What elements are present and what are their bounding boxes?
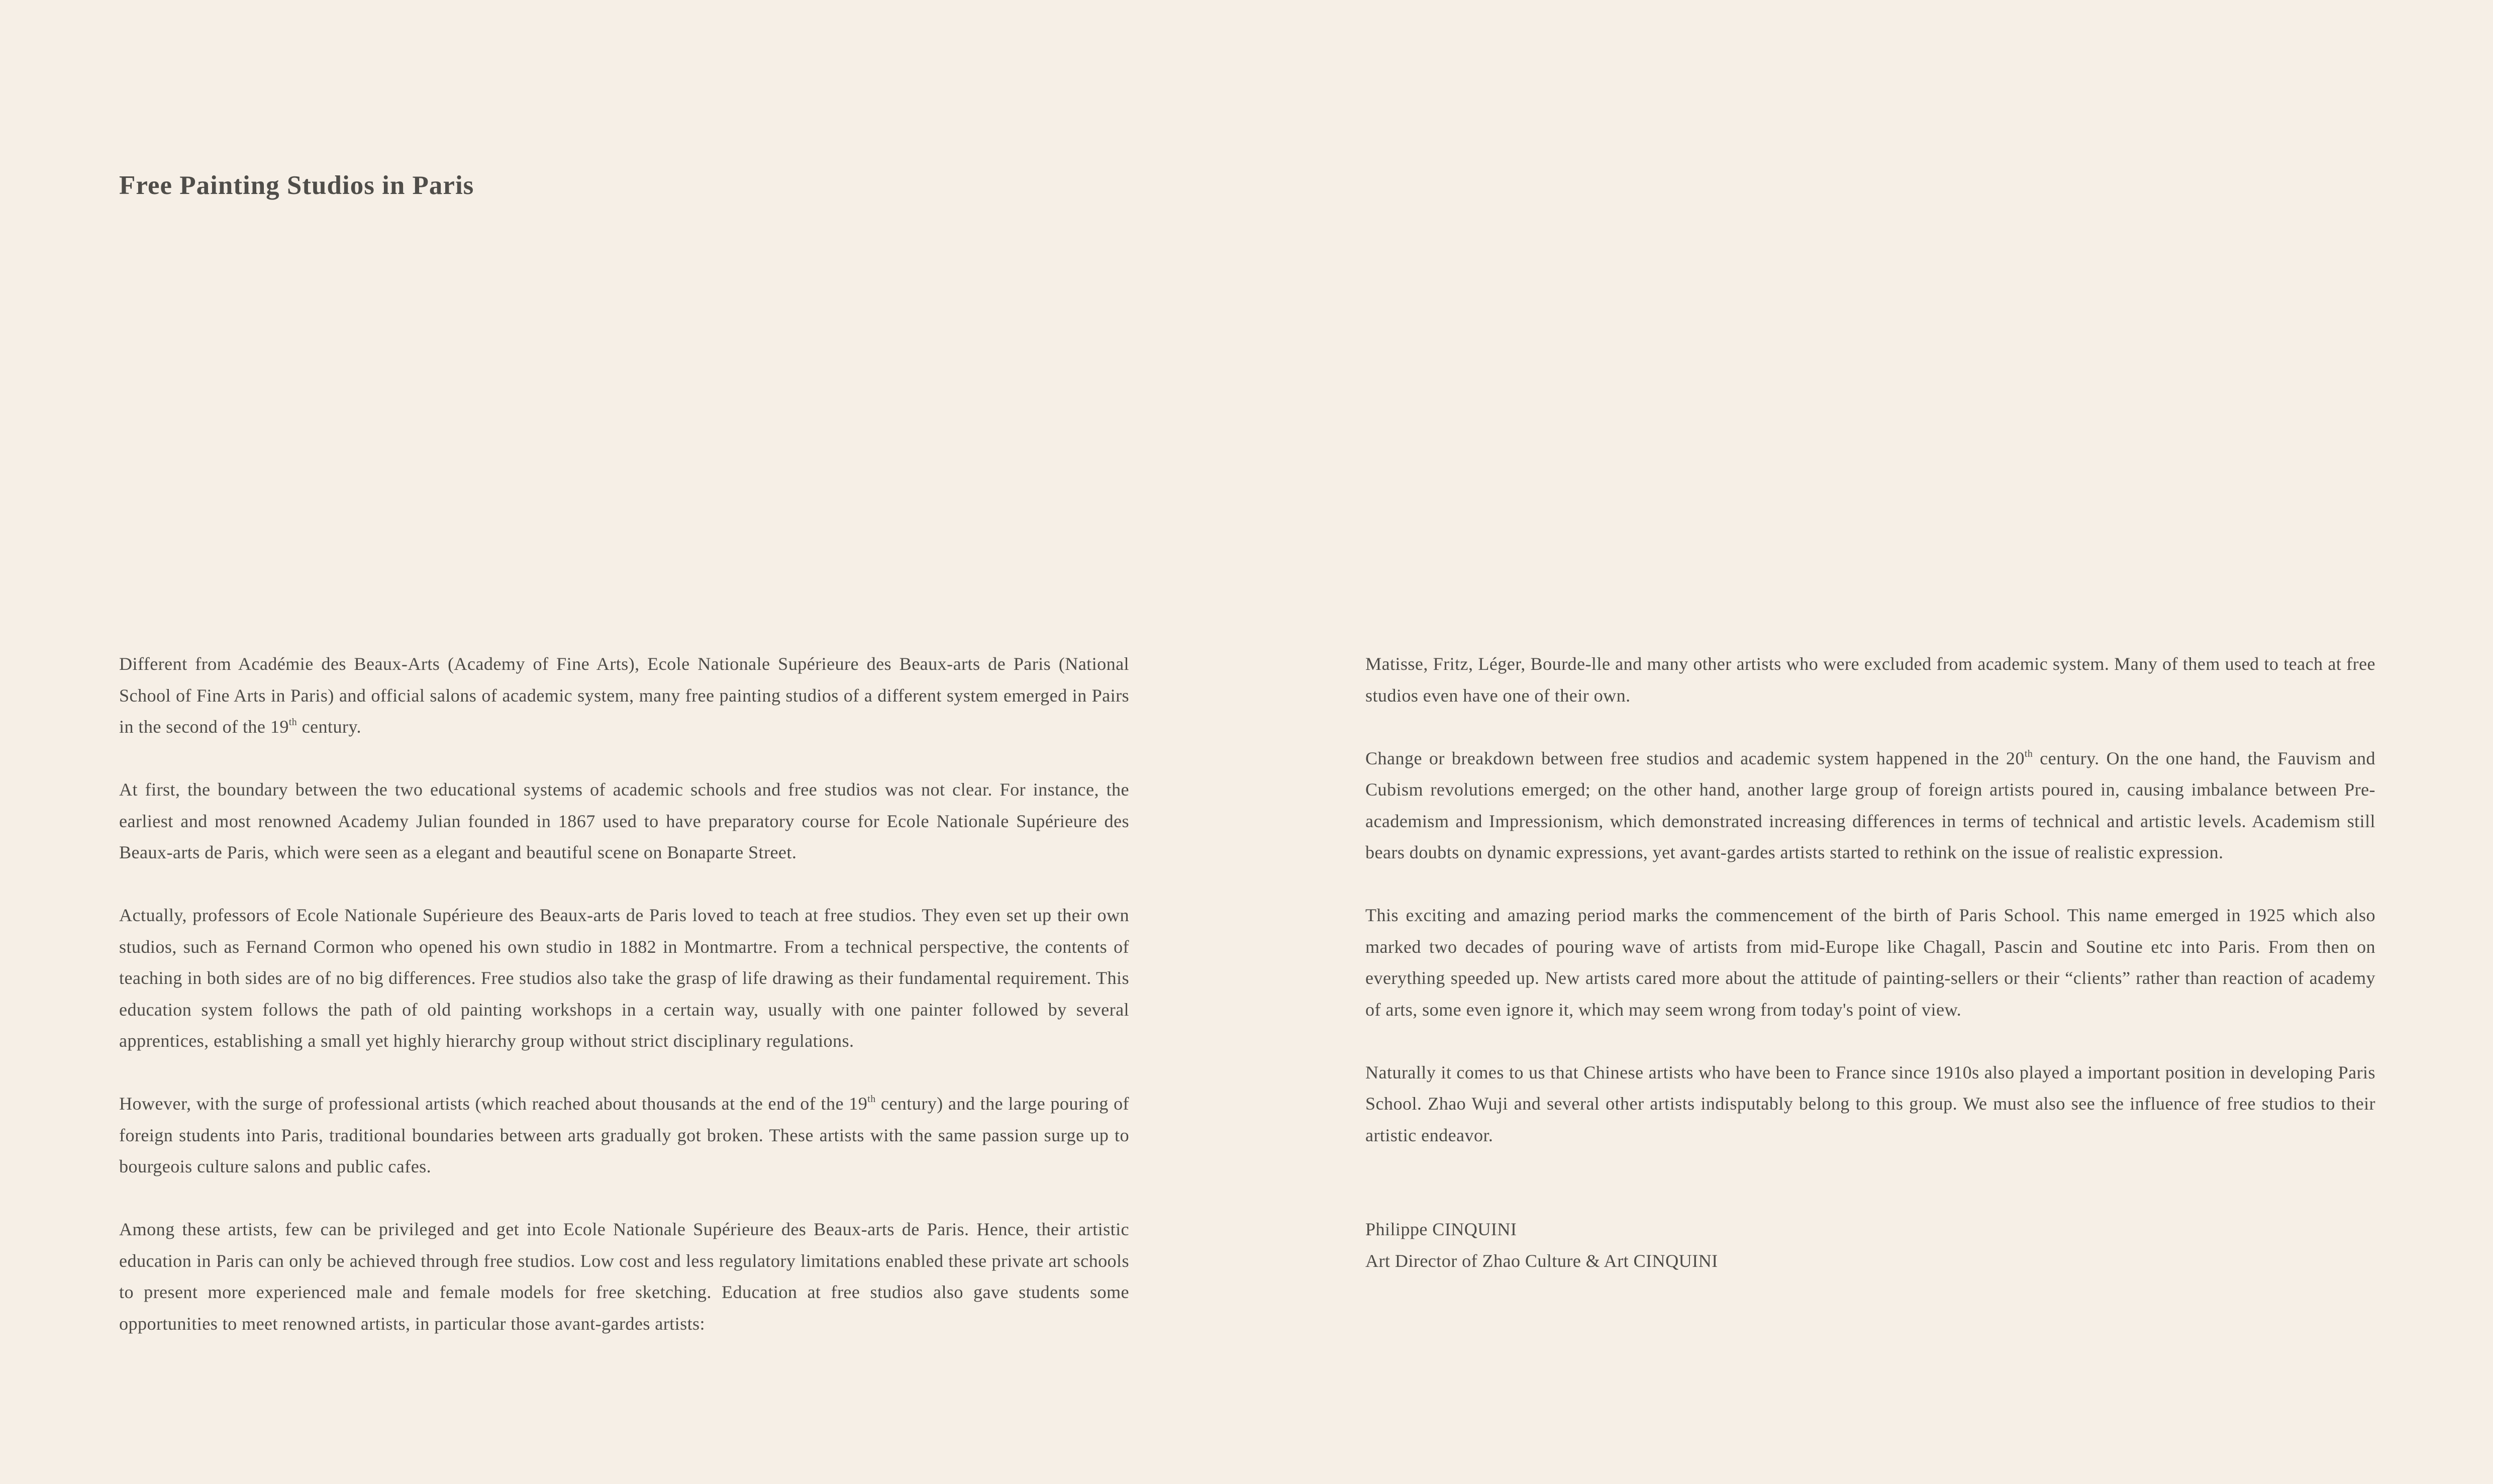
left-paragraph-3: Actually, professors of Ecole Nationale Supérieure des Beaux-arts de Paris loved to teach at free studios. They even set up their own studios, such as Fernand Cormon who opened his own studio in 1882 in Montmartre. From a technical perspective, the contents of teaching in both sides are of no big differences. Free studios also take the grasp of life drawing as their fundamental requirement. This education system follows the path of old painting workshops in a certain way, usually with one painter followed by several apprentices, establishing a small yet highly hierarchy group without strict disciplinary regulations. [119,905,1129,1051]
right-paragraph-1: Matisse, Fritz, Léger, Bourde-lle and many other artists who were excluded from academic system. Many of them used to teach at free studios even have one of their own. [1365,654,2375,706]
right-paragraph-4: Naturally it comes to us that Chinese artists who have been to France since 1910s also played a important position in developing Paris School. Zhao Wuji and several other artists indisputably belong to this group. We must also see the influence of free studios to their artistic endeavor. [1365,1062,2375,1145]
left-column [119,648,1129,1339]
author-name: Philippe CINQUINI [1365,1219,1517,1239]
paragraph-text: century. [297,717,361,737]
paragraph-text: Different from Académie des Beaux-Arts (Academy of Fine Arts), Ecole Nationale Supérieure des Beaux-arts de Paris (National School of Fine Arts in Paris) and official salons of academic system, many free painting studios of a different system emerged in Pairs in the second of the 19 [119,654,1129,737]
paragraph-text: century) and the large pouring of foreign students into Paris, traditional boundaries between arts gradually got broken. These artists with the same passion surge up to bourgeois culture salons and public cafes. [119,1094,1129,1176]
left-paragraph-4 [119,1088,1129,1182]
right-paragraph-3: This exciting and amazing period marks the commencement of the birth of Paris School. This name emerged in 1925 which also marked two decades of pouring wave of artists from mid-Europe like Chagall, Pascin and Soutine etc into Paris. From then on everything speeded up. New artists cared more about the attitude of painting-sellers or their “clients” rather than reaction of academy of arts, some even ignore it, which may seem wrong from today's point of view. [1365,905,2375,1020]
right-column [1365,648,2375,1276]
superscript: th [288,717,297,728]
superscript: th [2024,748,2033,759]
signature-block [1365,1214,2375,1276]
left-paragraph-2: At first, the boundary between the two educational systems of academic schools and free studios was not clear. For instance, the earliest and most renowned Academy Julian founded in 1867 used to have preparatory course for Ecole Nationale Supérieure des Beaux-arts de Paris, which were seen as a elegant and beautiful scene on Bonaparte Street. [119,779,1129,862]
superscript: th [867,1094,876,1105]
right-paragraph-2 [1365,743,2375,868]
left-paragraph-1 [119,648,1129,743]
paragraph-text: century. On the one hand, the Fauvism and Cubism revolutions emerged; on the other hand, another large group of foreign artists poured in, causing imbalance between Pre-academism and Impressionism, which demonstrated increasing differences in terms of technical and artistic levels. Academism still bears doubts on dynamic expressions, yet avant-gardes artists started to rethink on the issue of realistic expression. [1365,748,2375,862]
left-paragraph-5: Among these artists, few can be privileged and get into Ecole Nationale Supérieure des Beaux-arts de Paris. Hence, their artistic education in Paris can only be achieved through free studios. Low cost and less regulatory limitations enabled these private art schools to present more experienced male and female models for free sketching. Education at free studios also gave students some opportunities to meet renowned artists, in particular those avant-gardes artists: [119,1219,1129,1334]
page-title: Free Painting Studios in Paris [119,171,474,200]
author-role: Art Director of Zhao Culture & Art CINQUINI [1365,1250,1718,1271]
paragraph-text: Change or breakdown between free studios and academic system happened in the 20 [1365,748,2025,768]
paragraph-text: However, with the surge of professional artists (which reached about thousands at the end of the 19 [119,1094,868,1114]
